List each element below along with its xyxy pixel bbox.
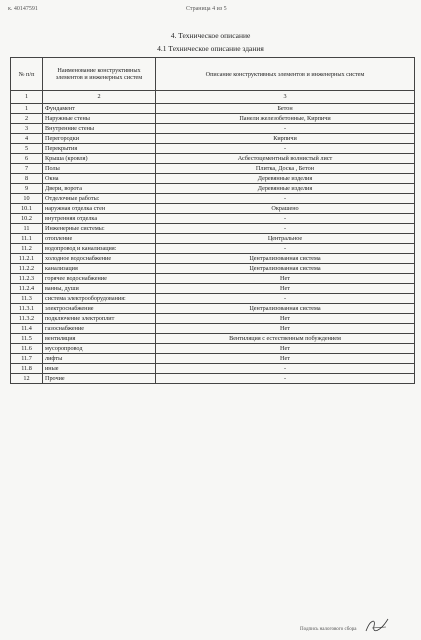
row-number: 12 [11, 374, 43, 384]
table-row [11, 324, 415, 334]
table-row [11, 204, 415, 214]
row-element-name: Отделочные работы: [43, 194, 156, 204]
row-number: 4 [11, 134, 43, 144]
row-description: Нет [156, 324, 415, 334]
row-number: 8 [11, 174, 43, 184]
row-element-name: наружная отделка стен [43, 204, 156, 214]
row-description: Асбестоцементный волнистый лист [156, 154, 415, 164]
row-element-name: холодное водоснабжение [43, 254, 156, 264]
column-number: 1 [11, 91, 43, 104]
column-number-row [11, 91, 415, 104]
table-row [11, 134, 415, 144]
table-row [11, 114, 415, 124]
row-element-name: система электрооборудования: [43, 294, 156, 304]
table-row [11, 354, 415, 364]
row-description: Плитка, Доска , Бетон [156, 164, 415, 174]
row-number: 10.1 [11, 204, 43, 214]
row-element-name: Внутренние стены [43, 124, 156, 134]
row-number: 11.3.1 [11, 304, 43, 314]
row-number: 11.2.3 [11, 274, 43, 284]
row-element-name: горячее водоснабжение [43, 274, 156, 284]
table-row [11, 304, 415, 314]
row-number: 1 [11, 104, 43, 114]
row-description: Вентиляция с естественным побуждением [156, 334, 415, 344]
row-number: 11.8 [11, 364, 43, 374]
table-row [11, 234, 415, 244]
row-number: 11 [11, 224, 43, 234]
table-row [11, 144, 415, 154]
row-element-name: Полы [43, 164, 156, 174]
table-row [11, 264, 415, 274]
table-row [11, 224, 415, 234]
row-element-name: вентиляция [43, 334, 156, 344]
row-number: 11.2 [11, 244, 43, 254]
table-row [11, 344, 415, 354]
row-description: Нет [156, 284, 415, 294]
row-number: 11.6 [11, 344, 43, 354]
row-number: 11.2.4 [11, 284, 43, 294]
row-element-name: лифты [43, 354, 156, 364]
handwritten-signature [362, 616, 392, 634]
table-row [11, 124, 415, 134]
row-description: Нет [156, 344, 415, 354]
row-element-name: Двери, ворота [43, 184, 156, 194]
header-element-name: Наименование конструктивных элементов и инженерных систем [43, 58, 156, 91]
header-number: № п/п [11, 58, 43, 91]
column-number: 3 [156, 91, 415, 104]
row-number: 11.1 [11, 234, 43, 244]
table-row [11, 274, 415, 284]
row-number: 2 [11, 114, 43, 124]
row-element-name: внутренняя отделка [43, 214, 156, 224]
row-element-name: подключение электроплит [43, 314, 156, 324]
row-description: - [156, 244, 415, 254]
row-element-name: мусоропровод [43, 344, 156, 354]
table-row [11, 314, 415, 324]
row-description: - [156, 374, 415, 384]
table-row [11, 104, 415, 114]
row-element-name: иные [43, 364, 156, 374]
table-row [11, 284, 415, 294]
row-element-name: Прочие [43, 374, 156, 384]
table-header-row [11, 58, 415, 91]
row-description: Централизованная система [156, 304, 415, 314]
table-row [11, 334, 415, 344]
row-description: - [156, 124, 415, 134]
row-number: 11.3.2 [11, 314, 43, 324]
row-number: 11.4 [11, 324, 43, 334]
row-element-name: Перегородки [43, 134, 156, 144]
table-row [11, 254, 415, 264]
row-element-name: Перекрытия [43, 144, 156, 154]
row-number: 11.5 [11, 334, 43, 344]
row-description: Деревянные изделия [156, 174, 415, 184]
section-title: 4. Техническое описание [170, 31, 251, 40]
header-description: Описание конструктивных элементов и инженерных систем [156, 58, 415, 91]
row-element-name: электроснабжение [43, 304, 156, 314]
signature-label: Подпись налогового сбора [300, 627, 357, 632]
row-number: 10.2 [11, 214, 43, 224]
row-number: 10 [11, 194, 43, 204]
row-number: 11.2.1 [11, 254, 43, 264]
table-row [11, 164, 415, 174]
row-element-name: Крыша (кровля) [43, 154, 156, 164]
row-number: 5 [11, 144, 43, 154]
row-element-name: Наружные стены [43, 114, 156, 124]
table-row [11, 174, 415, 184]
row-description: - [156, 294, 415, 304]
row-number: 6 [11, 154, 43, 164]
row-description: Панели железобетонные, Кирпичи [156, 114, 415, 124]
table-row [11, 374, 415, 384]
row-number: 7 [11, 164, 43, 174]
row-number: 11.7 [11, 354, 43, 364]
table-row [11, 294, 415, 304]
subsection-title: 4.1 Техническое описание здания [157, 44, 264, 53]
row-element-name: отопление [43, 234, 156, 244]
row-description: Централизованная система [156, 254, 415, 264]
row-element-name: Фундамент [43, 104, 156, 114]
row-description: - [156, 214, 415, 224]
table-row [11, 244, 415, 254]
row-number: 11.2.2 [11, 264, 43, 274]
table-row [11, 184, 415, 194]
technical-description-table [10, 57, 415, 384]
row-number: 3 [11, 124, 43, 134]
row-element-name: канализация [43, 264, 156, 274]
row-element-name: ванны, души [43, 284, 156, 294]
table-row [11, 214, 415, 224]
row-description: Деревянные изделия [156, 184, 415, 194]
row-element-name: газоснабжение [43, 324, 156, 334]
row-description: Нет [156, 314, 415, 324]
table-row [11, 364, 415, 374]
row-description: - [156, 194, 415, 204]
row-description: - [156, 364, 415, 374]
row-element-name: Окна [43, 174, 156, 184]
row-description: Нет [156, 274, 415, 284]
row-description: Бетон [156, 104, 415, 114]
page-number: Страница 4 из 5 [186, 6, 227, 12]
row-description: Центральное [156, 234, 415, 244]
row-description: Централизованная система [156, 264, 415, 274]
row-number: 9 [11, 184, 43, 194]
row-description: Нет [156, 354, 415, 364]
row-description: - [156, 144, 415, 154]
table-row [11, 194, 415, 204]
column-number: 2 [43, 91, 156, 104]
row-description: Кирпичи [156, 134, 415, 144]
row-element-name: водопровод и канализация: [43, 244, 156, 254]
document-id: к. 40147591 [8, 6, 38, 12]
row-description: - [156, 224, 415, 234]
row-element-name: Инженерные системы: [43, 224, 156, 234]
row-description: Окрашено [156, 204, 415, 214]
row-number: 11.3 [11, 294, 43, 304]
table-row [11, 154, 415, 164]
